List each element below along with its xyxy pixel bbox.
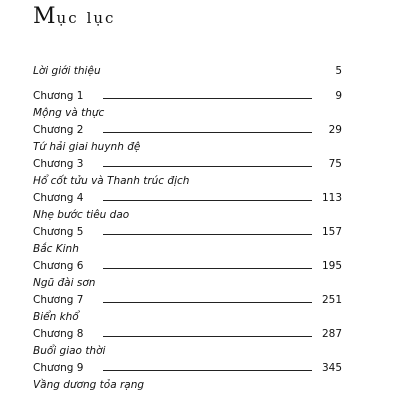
toc-entry-label: Chương 7: [33, 294, 84, 306]
toc-chapter-subtitle: Bắc Kinh: [33, 243, 79, 255]
page-title: [33, 4, 115, 31]
toc-entry-label: Chương 5: [33, 226, 84, 238]
toc-page-number: 251: [321, 294, 342, 306]
toc-page-number: 157: [321, 226, 342, 238]
dot-leader: [103, 132, 312, 133]
toc-entry-label: Lời giới thiệu: [33, 65, 101, 77]
toc-page-number: 195: [321, 260, 342, 272]
toc-entry-chapter-4[interactable]: [33, 190, 342, 207]
toc-entry-chapter-3[interactable]: [33, 156, 342, 173]
toc-entry-chapter-7[interactable]: [33, 292, 342, 309]
toc-entry-label: Chương 1: [33, 90, 84, 102]
toc-chapter-subtitle: Nhẹ bước tiêu dao: [33, 209, 130, 221]
toc-entry-label: Chương 6: [33, 260, 84, 272]
toc-chapter-subtitle: Hổ cốt tửu và Thanh trúc địch: [33, 175, 190, 187]
title-second-word: lục: [86, 9, 116, 27]
toc-entry-chapter-2[interactable]: [33, 122, 342, 139]
toc-entry-label: Chương 4: [33, 192, 84, 204]
toc-entry-label: Chương 3: [33, 158, 84, 170]
toc-chapter-subtitle: Mộng và thực: [33, 107, 105, 119]
toc-page-number: 113: [321, 192, 342, 204]
toc-page-number: 5: [335, 65, 342, 77]
title-initial: M: [33, 4, 57, 29]
dot-leader: [103, 98, 312, 99]
toc-entry-chapter-1[interactable]: [33, 88, 342, 105]
toc-entry-chapter-9[interactable]: [33, 360, 342, 377]
dot-leader: [103, 268, 312, 269]
toc-chapter-subtitle: Buổi giao thời: [33, 345, 106, 357]
toc-page-number: 29: [328, 124, 342, 136]
toc-entry-chapter-8[interactable]: [33, 326, 342, 343]
title-rest: ục: [56, 9, 79, 27]
table-of-contents: [33, 63, 342, 394]
toc-entry-chapter-5[interactable]: [33, 224, 342, 241]
dot-leader: [103, 336, 312, 337]
toc-entry-intro[interactable]: [33, 63, 342, 80]
dot-leader: [103, 200, 312, 201]
dot-leader: [103, 234, 312, 235]
toc-page-number: 75: [328, 158, 342, 170]
toc-page-number: 9: [335, 90, 342, 102]
toc-page-number: 345: [321, 362, 342, 374]
toc-entry-label: Chương 2: [33, 124, 84, 136]
toc-page-number: 287: [321, 328, 342, 340]
toc-chapter-subtitle: Vầng dương tỏa rạng: [33, 379, 145, 391]
toc-chapter-subtitle: Tứ hải giai huynh đệ: [33, 141, 141, 153]
dot-leader: [103, 370, 312, 371]
toc-chapter-subtitle: Biển khổ: [33, 311, 79, 323]
toc-entry-label: Chương 9: [33, 362, 84, 374]
toc-entry-label: Chương 8: [33, 328, 84, 340]
toc-chapter-subtitle: Ngũ đài sơn: [33, 277, 96, 289]
dot-leader: [103, 166, 312, 167]
toc-entry-chapter-6[interactable]: [33, 258, 342, 275]
dot-leader: [103, 302, 312, 303]
